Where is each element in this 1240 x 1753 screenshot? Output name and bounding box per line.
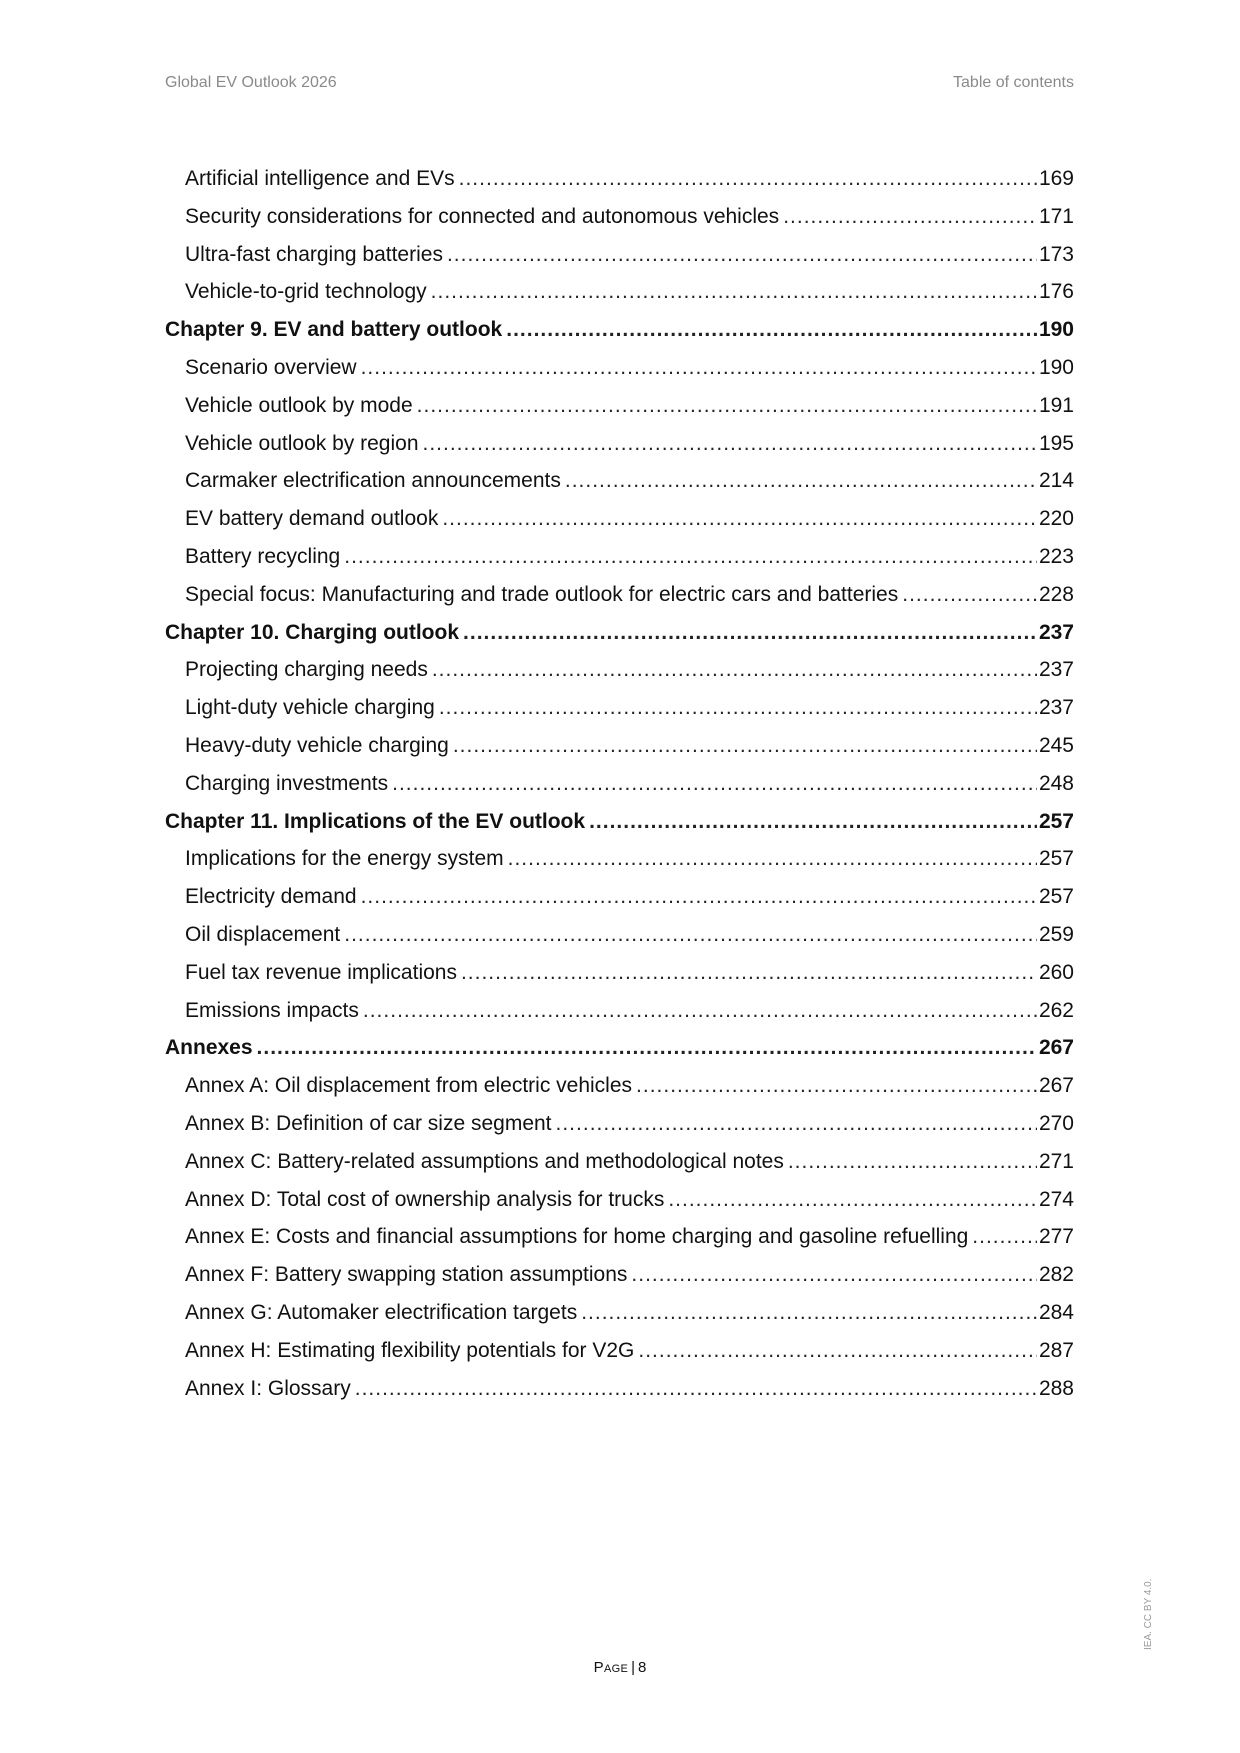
toc-entry-page: 214 [1038,469,1074,493]
toc-section-entry[interactable] [165,1105,1074,1143]
toc-entry-title: Implications for the energy system [185,847,504,871]
toc-entry-page: 171 [1038,204,1074,228]
toc-entry-page: 271 [1038,1149,1074,1173]
toc-entry-page: 257 [1038,847,1074,871]
toc-entry-page: 260 [1038,960,1074,984]
toc-entry-title: Electricity demand [185,885,357,909]
toc-entry-title: Special focus: Manufacturing and trade outlook for electric cars and batteries [185,582,899,606]
toc-entry-title: Annex E: Costs and financial assumptions for home charging and gasoline refuelling [185,1225,969,1249]
toc-entry-title: Annexes [165,1036,253,1060]
page-label: Page [593,1659,629,1676]
toc-section-entry[interactable] [165,425,1074,463]
page-number: 8 [638,1659,647,1676]
toc-entry-page: 267 [1038,1074,1074,1098]
toc-entry-page: 169 [1038,167,1074,190]
dot-leader [636,1067,1037,1105]
toc-entry-page: 288 [1038,1376,1074,1400]
toc-section-entry[interactable] [165,576,1074,614]
dot-leader [459,160,1037,198]
toc-entry-page: 274 [1038,1187,1074,1211]
toc-entry-page: 282 [1038,1263,1074,1287]
toc-section-entry[interactable] [165,689,1074,727]
toc-entry-page: 228 [1038,582,1074,606]
toc-entry-title: Heavy-duty vehicle charging [185,733,449,757]
toc-section-entry[interactable] [165,1181,1074,1219]
toc-entry-title: Annex I: Glossary [185,1376,351,1400]
license-notice: IEA. CC BY 4.0. [1143,1578,1154,1650]
toc-entry-title: Annex A: Oil displacement from electric vehicles [185,1074,633,1098]
toc-entry-page: 257 [1038,885,1074,909]
dot-leader [453,727,1037,765]
toc-entry-page: 190 [1038,355,1074,379]
dot-leader [344,916,1037,954]
toc-section-entry[interactable] [165,387,1074,425]
toc-entry-page: 267 [1038,1036,1074,1060]
dot-leader [463,614,1037,652]
toc-section-entry[interactable] [165,1067,1074,1105]
dot-leader [431,273,1037,311]
toc-entry-page: 259 [1038,922,1074,946]
toc-entry-title: Light-duty vehicle charging [185,696,435,720]
toc-entry-title: EV battery demand outlook [185,507,439,531]
toc-section-entry[interactable] [165,916,1074,954]
toc-section-entry[interactable] [165,236,1074,274]
dot-leader [442,500,1037,538]
dot-leader [432,651,1037,689]
toc-entry-page: 237 [1038,620,1074,644]
dot-leader [638,1332,1037,1370]
toc-entry-page: 270 [1038,1111,1074,1135]
toc-section-entry[interactable] [165,273,1074,311]
dot-leader [506,311,1037,349]
toc-entry-page: 287 [1038,1338,1074,1362]
toc-entry-page: 284 [1038,1300,1074,1324]
toc-entry-title: Scenario overview [185,355,357,379]
toc-entry-title: Vehicle outlook by region [185,431,419,455]
toc-entry-page: 237 [1038,658,1074,682]
toc-entry-page: 237 [1038,696,1074,720]
toc-entry-title: Artificial intelligence and EVs [185,167,455,190]
toc-entry-title: Ultra-fast charging batteries [185,242,443,266]
toc-entry-page: 190 [1038,318,1074,342]
dot-leader [565,462,1037,500]
toc-section-entry[interactable] [165,727,1074,765]
dot-leader [417,387,1037,425]
toc-entry-title: Carmaker electrification announcements [185,469,561,493]
toc-entry-title: Projecting charging needs [185,658,428,682]
toc-entry-title: Security considerations for connected and autonomous vehicles [185,204,780,228]
dot-leader [423,425,1037,463]
toc-chapter-entry[interactable] [165,311,1074,349]
toc-entry-page: 220 [1038,507,1074,531]
dot-leader [461,954,1037,992]
toc-entry-page: 223 [1038,544,1074,568]
dot-leader [556,1105,1037,1143]
toc-entry-page: 176 [1038,280,1074,304]
toc-section-entry[interactable] [165,462,1074,500]
toc-section-entry[interactable] [165,992,1074,1030]
toc-section-entry[interactable] [165,651,1074,689]
toc-entry-title: Chapter 10. Charging outlook [165,620,460,644]
toc-chapter-entry[interactable] [165,614,1074,652]
toc-chapter-entry[interactable] [165,1029,1074,1067]
toc-section-entry[interactable] [165,160,1074,198]
dot-leader [344,538,1037,576]
toc-section-entry[interactable] [165,500,1074,538]
dot-leader [447,236,1037,274]
dot-leader [902,576,1037,614]
dot-leader [581,1294,1037,1332]
toc-section-entry[interactable] [165,878,1074,916]
dot-leader [392,765,1037,803]
dot-leader [589,803,1037,841]
dot-leader [361,349,1037,387]
toc-section-entry[interactable] [165,1370,1074,1408]
toc-section-entry[interactable] [165,954,1074,992]
toc-entry-title: Vehicle outlook by mode [185,393,413,417]
dot-leader [788,1143,1037,1181]
toc-entry-page: 262 [1038,998,1074,1022]
toc-entry-page: 195 [1038,431,1074,455]
toc-entry-title: Annex B: Definition of car size segment [185,1111,552,1135]
dot-leader [668,1181,1037,1219]
toc-section-entry[interactable] [165,1256,1074,1294]
dot-leader [355,1370,1037,1408]
page-footer [0,1659,1240,1676]
toc-entry-title: Vehicle-to-grid technology [185,280,427,304]
toc-entry-title: Annex C: Battery-related assumptions and methodological notes [185,1149,784,1173]
toc-entry-title: Emissions impacts [185,998,359,1022]
dot-leader [361,878,1037,916]
dot-leader [972,1218,1037,1256]
toc-entry-title: Annex D: Total cost of ownership analysis for trucks [185,1187,665,1211]
toc-section-entry[interactable] [165,1332,1074,1370]
toc-entry-page: 173 [1038,242,1074,266]
toc-entry-title: Annex H: Estimating flexibility potentials for V2G [185,1338,635,1362]
toc-entry-title: Annex G: Automaker electrification targets [185,1300,578,1324]
toc-entry-title: Battery recycling [185,544,341,568]
table-of-contents [165,160,1074,1407]
toc-section-entry[interactable] [165,1294,1074,1332]
toc-section-entry[interactable] [165,840,1074,878]
toc-entry-page: 257 [1038,809,1074,833]
page-separator: | [631,1659,635,1676]
toc-entry-page: 191 [1038,393,1074,417]
toc-entry-page: 277 [1038,1225,1074,1249]
toc-entry-title: Charging investments [185,771,389,795]
toc-section-entry[interactable] [165,198,1074,236]
toc-entry-title: Chapter 9. EV and battery outlook [165,318,503,342]
running-header-section: Table of contents [953,74,1074,91]
dot-leader [631,1256,1037,1294]
toc-section-entry[interactable] [165,1218,1074,1256]
toc-entry-title: Oil displacement [185,922,341,946]
toc-section-entry[interactable] [165,1143,1074,1181]
toc-entry-title: Annex F: Battery swapping station assumptions [185,1263,628,1287]
toc-entry-page: 245 [1038,733,1074,757]
dot-leader [783,198,1037,236]
dot-leader [257,1029,1037,1067]
toc-section-entry[interactable] [165,765,1074,803]
dot-leader [363,992,1037,1030]
dot-leader [508,840,1037,878]
toc-entry-title: Chapter 11. Implications of the EV outlook [165,809,586,833]
toc-entry-title: Fuel tax revenue implications [185,960,457,984]
dot-leader [439,689,1037,727]
running-header-title: Global EV Outlook 2026 [165,74,337,91]
toc-entry-page: 248 [1038,771,1074,795]
toc-chapter-entry[interactable] [165,803,1074,841]
toc-section-entry[interactable] [165,538,1074,576]
toc-section-entry[interactable] [165,349,1074,387]
